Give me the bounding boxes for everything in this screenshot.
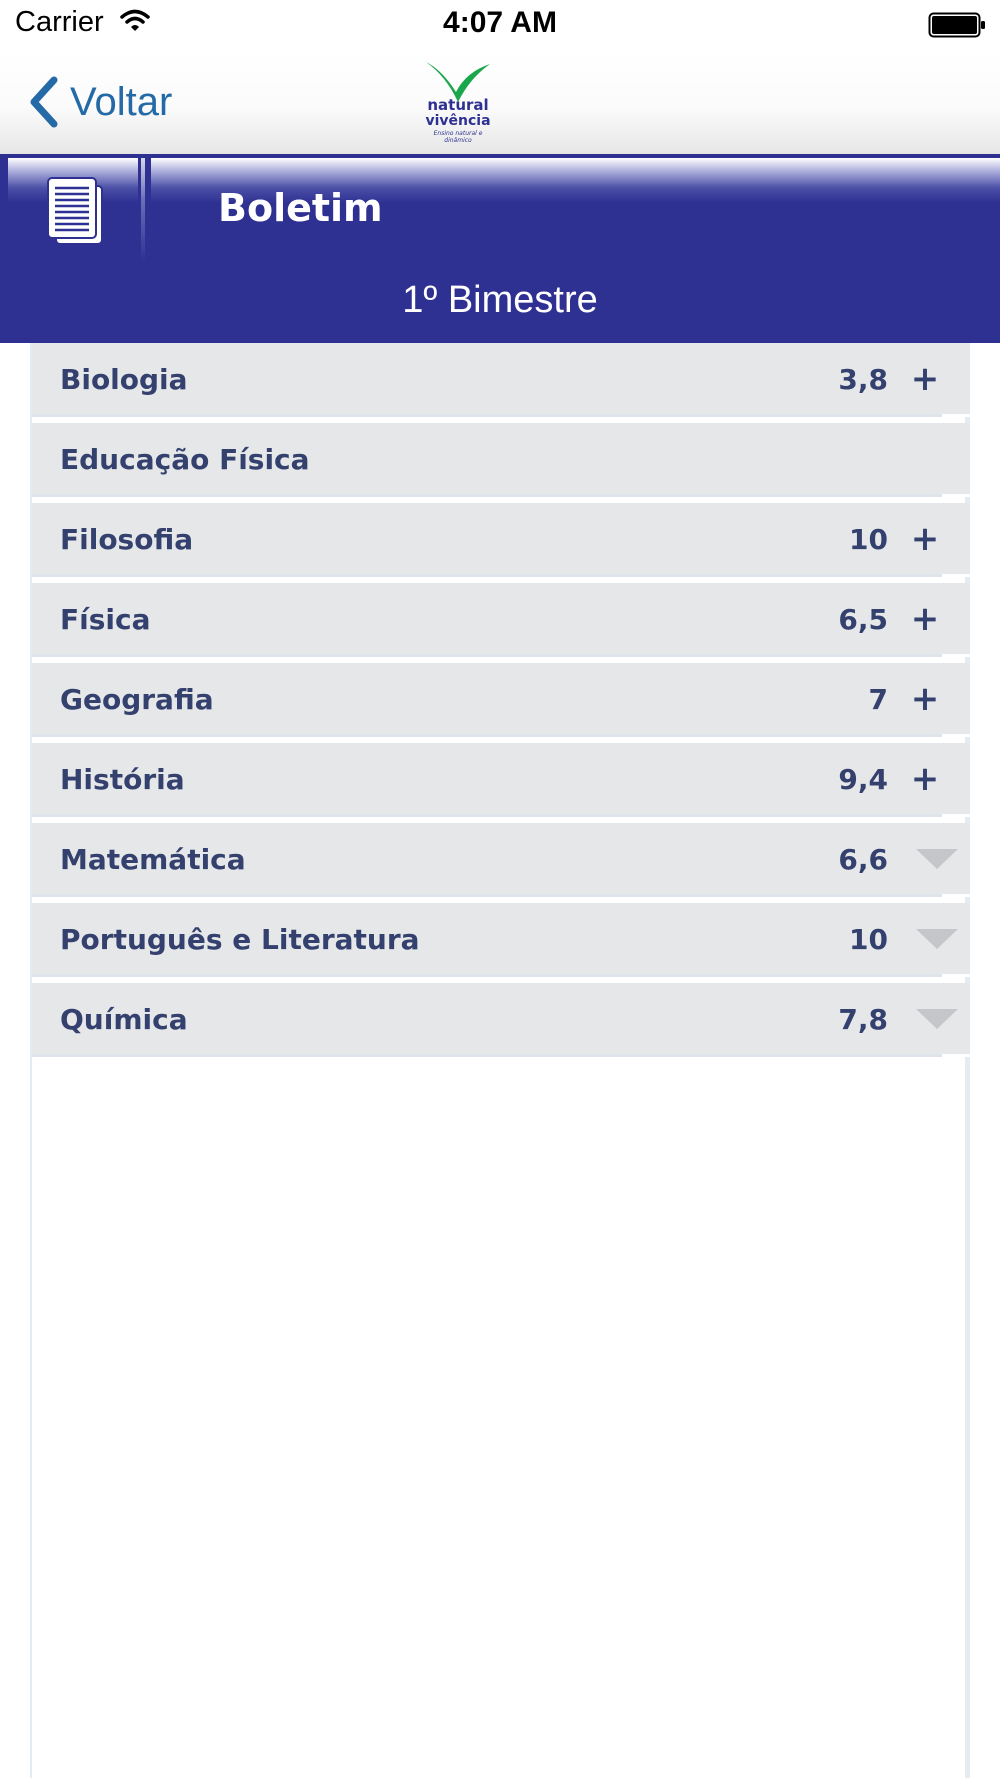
plus-icon[interactable]: + — [910, 519, 940, 559]
subject-name: Química — [60, 1003, 188, 1036]
subject-grade: 10 — [849, 923, 888, 956]
logo-text-vivencia: vivência — [425, 113, 491, 129]
subject-name: Física — [60, 603, 151, 636]
grade-row[interactable] — [32, 343, 970, 417]
triangle-down-icon[interactable] — [914, 927, 960, 951]
plus-icon[interactable]: + — [910, 679, 940, 719]
grade-row[interactable] — [32, 743, 970, 817]
chevron-left-icon — [26, 76, 60, 128]
report-card-header — [0, 154, 1000, 343]
plus-icon[interactable]: + — [910, 759, 940, 799]
period-label: 1º Bimestre — [402, 279, 598, 321]
grade-row[interactable] — [32, 903, 970, 977]
subject-name: Português e Literatura — [60, 923, 420, 956]
back-button[interactable] — [26, 72, 172, 132]
grade-row[interactable] — [32, 983, 970, 1057]
plus-icon[interactable]: + — [910, 599, 940, 639]
grade-list — [32, 343, 970, 1063]
subject-name: Biologia — [60, 363, 188, 396]
subject-name: Educação Física — [60, 443, 310, 476]
grades-panel — [30, 343, 970, 1778]
header-icon-box — [8, 158, 138, 258]
triangle-down-icon[interactable] — [914, 847, 960, 871]
triangle-down-icon[interactable] — [914, 1007, 960, 1031]
grade-row[interactable] — [32, 423, 970, 497]
page-title: Boletim — [218, 186, 383, 230]
back-label: Voltar — [70, 79, 173, 124]
subject-grade: 7 — [868, 683, 888, 716]
subject-grade: 6,6 — [838, 843, 888, 876]
navigation-bar — [0, 50, 1000, 154]
status-time: 4:07 AM — [443, 6, 557, 39]
logo-tagline: Ensino natural e dinâmico — [433, 130, 483, 144]
grade-row[interactable] — [32, 503, 970, 577]
subject-grade: 3,8 — [838, 363, 888, 396]
subject-name: Geografia — [60, 683, 214, 716]
subject-name: História — [60, 763, 185, 796]
subject-name: Matemática — [60, 843, 246, 876]
carrier-label: Carrier — [15, 6, 104, 38]
subject-grade: 10 — [849, 523, 888, 556]
subject-grade: 6,5 — [838, 603, 888, 636]
subject-grade: 9,4 — [838, 763, 888, 796]
grade-row[interactable] — [32, 823, 970, 897]
plus-icon[interactable]: + — [910, 359, 940, 399]
subject-name: Filosofia — [60, 523, 194, 556]
subject-grade: 7,8 — [838, 1003, 888, 1036]
status-bar — [0, 0, 1000, 50]
school-logo — [420, 54, 496, 144]
logo-text-natural: natural — [427, 96, 489, 114]
battery-icon — [928, 12, 986, 38]
grade-row[interactable] — [32, 583, 970, 657]
grade-row[interactable] — [32, 663, 970, 737]
document-icon — [44, 176, 106, 248]
header-divider — [141, 158, 145, 262]
